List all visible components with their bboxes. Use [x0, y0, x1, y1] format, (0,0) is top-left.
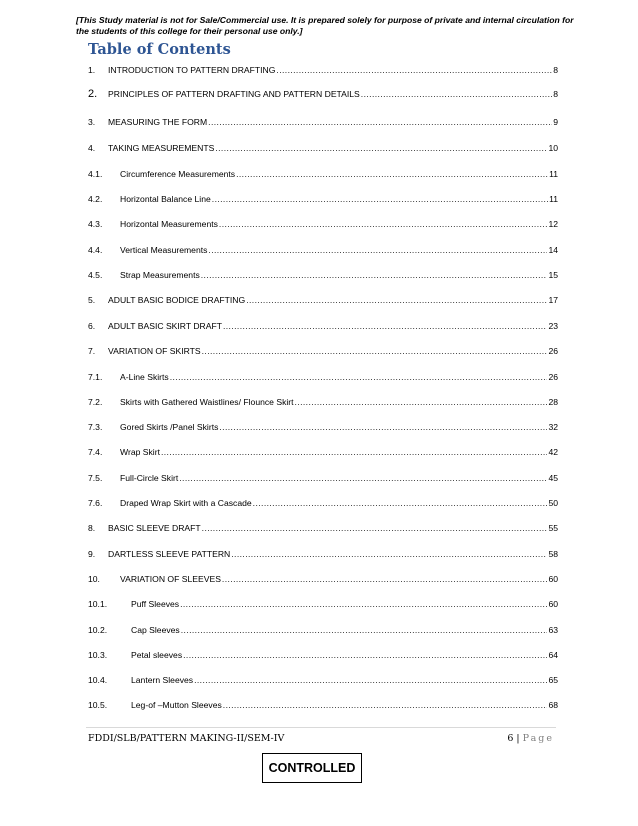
- toc-entry-label: Leg-of –Mutton Sleeves: [131, 700, 222, 710]
- toc-dot-leader: [219, 422, 547, 432]
- toc-entry-label: Strap Measurements: [120, 270, 200, 280]
- footer-document-code: FDDI/SLB/PATTERN MAKING-II/SEM-IV: [88, 733, 285, 744]
- toc-entry-number: 7.3.: [88, 422, 103, 432]
- toc-dot-leader: [208, 117, 552, 127]
- toc-entry-number: 4.1.: [88, 169, 103, 179]
- toc-dot-leader: [361, 89, 552, 99]
- toc-entry[interactable]: [88, 315, 558, 331]
- toc-entry-page: 60: [548, 599, 558, 609]
- toc-entry-page: 8: [553, 89, 558, 99]
- toc-entry-label: Petal sleeves: [131, 650, 183, 660]
- toc-entry-number: 4.2.: [88, 194, 103, 204]
- toc-entry-label: VARIATION OF SLEEVES: [120, 574, 221, 584]
- toc-entry-page: 68: [548, 700, 558, 710]
- toc-entry-page: 17: [548, 295, 558, 305]
- toc-dot-leader: [253, 498, 548, 508]
- toc-entry-number: 6.: [88, 321, 96, 331]
- toc-entry[interactable]: [88, 694, 558, 710]
- toc-dot-leader: [219, 219, 548, 229]
- toc-entry-number: 10.2.: [88, 625, 108, 635]
- toc-dot-leader: [179, 473, 547, 483]
- toc-entry-page: 11: [549, 194, 558, 204]
- toc-entry[interactable]: [88, 137, 558, 153]
- toc-entry[interactable]: [88, 213, 558, 229]
- toc-entry[interactable]: [88, 188, 558, 204]
- toc-entry-number: 8.: [88, 523, 96, 533]
- toc-entry-page: 42: [548, 447, 558, 457]
- toc-entry[interactable]: [88, 111, 558, 127]
- toc-dot-leader: [202, 523, 548, 533]
- toc-entry-number: 4.: [88, 143, 96, 153]
- toc-entry-label: Puff Sleeves: [131, 599, 180, 609]
- footer-page-number: [507, 733, 554, 744]
- footer-divider: [86, 727, 556, 728]
- toc-dot-leader: [208, 245, 547, 255]
- toc-dot-leader: [170, 372, 548, 382]
- toc-entry[interactable]: [88, 644, 558, 660]
- toc-entry-number: 7.5.: [88, 473, 103, 483]
- page-separator: |: [516, 733, 520, 744]
- toc-entry-label: BASIC SLEEVE DRAFT: [108, 523, 201, 533]
- toc-dot-leader: [180, 599, 547, 609]
- toc-entry-label: Full-Circle Skirt: [120, 473, 179, 483]
- toc-entry-number: 4.4.: [88, 245, 103, 255]
- toc-entry-page: 11: [549, 169, 558, 179]
- toc-entry-label: ADULT BASIC BODICE DRAFTING: [108, 295, 246, 305]
- toc-dot-leader: [183, 650, 547, 660]
- toc-entry-label: INTRODUCTION TO PATTERN DRAFTING: [108, 65, 276, 75]
- toc-entry-page: 65: [548, 675, 558, 685]
- toc-entry[interactable]: [88, 59, 558, 75]
- toc-dot-leader: [222, 574, 548, 584]
- toc-entry-label: TAKING MEASUREMENTS: [108, 143, 215, 153]
- toc-entry-page: 8: [553, 65, 558, 75]
- toc-entry-label: Lantern Sleeves: [131, 675, 194, 685]
- toc-entry-label: MEASURING THE FORM: [108, 117, 208, 127]
- toc-entry-page: 60: [548, 574, 558, 584]
- toc-entry[interactable]: [88, 366, 558, 382]
- toc-entry-page: 28: [548, 397, 558, 407]
- toc-dot-leader: [161, 447, 547, 457]
- toc-entry-label: Gored Skirts /Panel Skirts: [120, 422, 219, 432]
- toc-entry-label: A-Line Skirts: [120, 372, 169, 382]
- toc-entry-number: 5.: [88, 295, 96, 305]
- toc-entry-label: Draped Wrap Skirt with a Cascade: [120, 498, 252, 508]
- toc-entry-number: 10.1.: [88, 599, 108, 609]
- toc-entry-label: Circumference Measurements: [120, 169, 236, 179]
- toc-entry-number: 1.: [88, 65, 96, 75]
- toc-entry-number: 10.4.: [88, 675, 108, 685]
- toc-entry-label: ADULT BASIC SKIRT DRAFT: [108, 321, 222, 331]
- toc-entry-label: PRINCIPLES OF PATTERN DRAFTING AND PATTERN DETAILS: [108, 89, 360, 99]
- toc-entry[interactable]: [88, 340, 558, 356]
- toc-entry-page: 64: [548, 650, 558, 660]
- toc-entry[interactable]: [88, 619, 558, 635]
- toc-entry[interactable]: [88, 492, 558, 508]
- toc-entry-number: 7.6.: [88, 498, 103, 508]
- toc-entry[interactable]: [88, 669, 558, 685]
- toc-dot-leader: [201, 270, 548, 280]
- toc-entry-page: 12: [548, 219, 558, 229]
- toc-entry[interactable]: [88, 517, 558, 533]
- toc-entry[interactable]: [88, 83, 558, 99]
- page-number: 6: [507, 733, 514, 744]
- toc-entry-page: 50: [548, 498, 558, 508]
- toc-entry-label: Vertical Measurements: [120, 245, 208, 255]
- toc-dot-leader: [246, 295, 547, 305]
- toc-dot-leader: [295, 397, 548, 407]
- toc-entry-label: Horizontal Balance Line: [120, 194, 211, 204]
- toc-entry-label: Horizontal Measurements: [120, 219, 218, 229]
- toc-dot-leader: [215, 143, 547, 153]
- toc-dot-leader: [223, 321, 547, 331]
- toc-dot-leader: [181, 625, 548, 635]
- toc-entry[interactable]: [88, 467, 558, 483]
- toc-entry[interactable]: [88, 264, 558, 280]
- toc-entry-number: 9.: [88, 549, 96, 559]
- toc-entry[interactable]: [88, 391, 558, 407]
- toc-entry-label: Skirts with Gathered Waistlines/ Flounce Skirt: [120, 397, 294, 407]
- toc-entry-number: 7.2.: [88, 397, 103, 407]
- toc-entry-page: 10: [548, 143, 558, 153]
- toc-entry-page: 26: [548, 346, 558, 356]
- toc-entry-number: 10.3.: [88, 650, 108, 660]
- toc-dot-leader: [223, 700, 548, 710]
- toc-entry-label: Cap Sleeves: [131, 625, 180, 635]
- toc-entry-number: 10.: [88, 574, 100, 584]
- toc-entry-number: 7.4.: [88, 447, 103, 457]
- toc-dot-leader: [236, 169, 548, 179]
- toc-entry-page: 63: [548, 625, 558, 635]
- toc-entry-page: 45: [548, 473, 558, 483]
- toc-entry-label: DARTLESS SLEEVE PATTERN: [108, 549, 231, 559]
- toc-entry[interactable]: [88, 441, 558, 457]
- toc-entry-page: 23: [548, 321, 558, 331]
- toc-title: Table of Contents: [88, 41, 231, 58]
- toc-entry-number: 7.: [88, 346, 96, 356]
- toc-dot-leader: [212, 194, 548, 204]
- toc-entry-page: 55: [548, 523, 558, 533]
- toc-entry-number: 2.: [88, 88, 98, 100]
- toc-entry-label: VARIATION OF SKIRTS: [108, 346, 201, 356]
- toc-entry-page: 32: [548, 422, 558, 432]
- toc-entry[interactable]: [88, 543, 558, 559]
- toc-entry-label: Wrap Skirt: [120, 447, 160, 457]
- toc-entry-page: 26: [548, 372, 558, 382]
- toc-entry[interactable]: [88, 239, 558, 255]
- toc-entry-number: 10.5.: [88, 700, 108, 710]
- toc-entry-page: 9: [553, 117, 558, 127]
- toc-entry[interactable]: [88, 289, 558, 305]
- toc-dot-leader: [276, 65, 552, 75]
- toc-entry[interactable]: [88, 568, 558, 584]
- toc-dot-leader: [202, 346, 548, 356]
- toc-entry-number: 3.: [88, 117, 96, 127]
- toc-entry-page: 15: [548, 270, 558, 280]
- toc-dot-leader: [231, 549, 547, 559]
- toc-entry[interactable]: [88, 163, 558, 179]
- controlled-stamp: CONTROLLED: [262, 753, 362, 783]
- toc-entry-number: 7.1.: [88, 372, 103, 382]
- toc-entry-number: 4.5.: [88, 270, 103, 280]
- page-word: Page: [522, 733, 554, 744]
- toc-entry-page: 58: [548, 549, 558, 559]
- toc-entry[interactable]: [88, 593, 558, 609]
- toc-entry-number: 4.3.: [88, 219, 103, 229]
- toc-entry-page: 14: [548, 245, 558, 255]
- toc-dot-leader: [194, 675, 547, 685]
- toc-entry[interactable]: [88, 416, 558, 432]
- disclaimer-text: [This Study material is not for Sale/Commercial use. It is prepared solely for purpose of private and internal circulation for the students of this college for their personal use only.]: [76, 15, 574, 36]
